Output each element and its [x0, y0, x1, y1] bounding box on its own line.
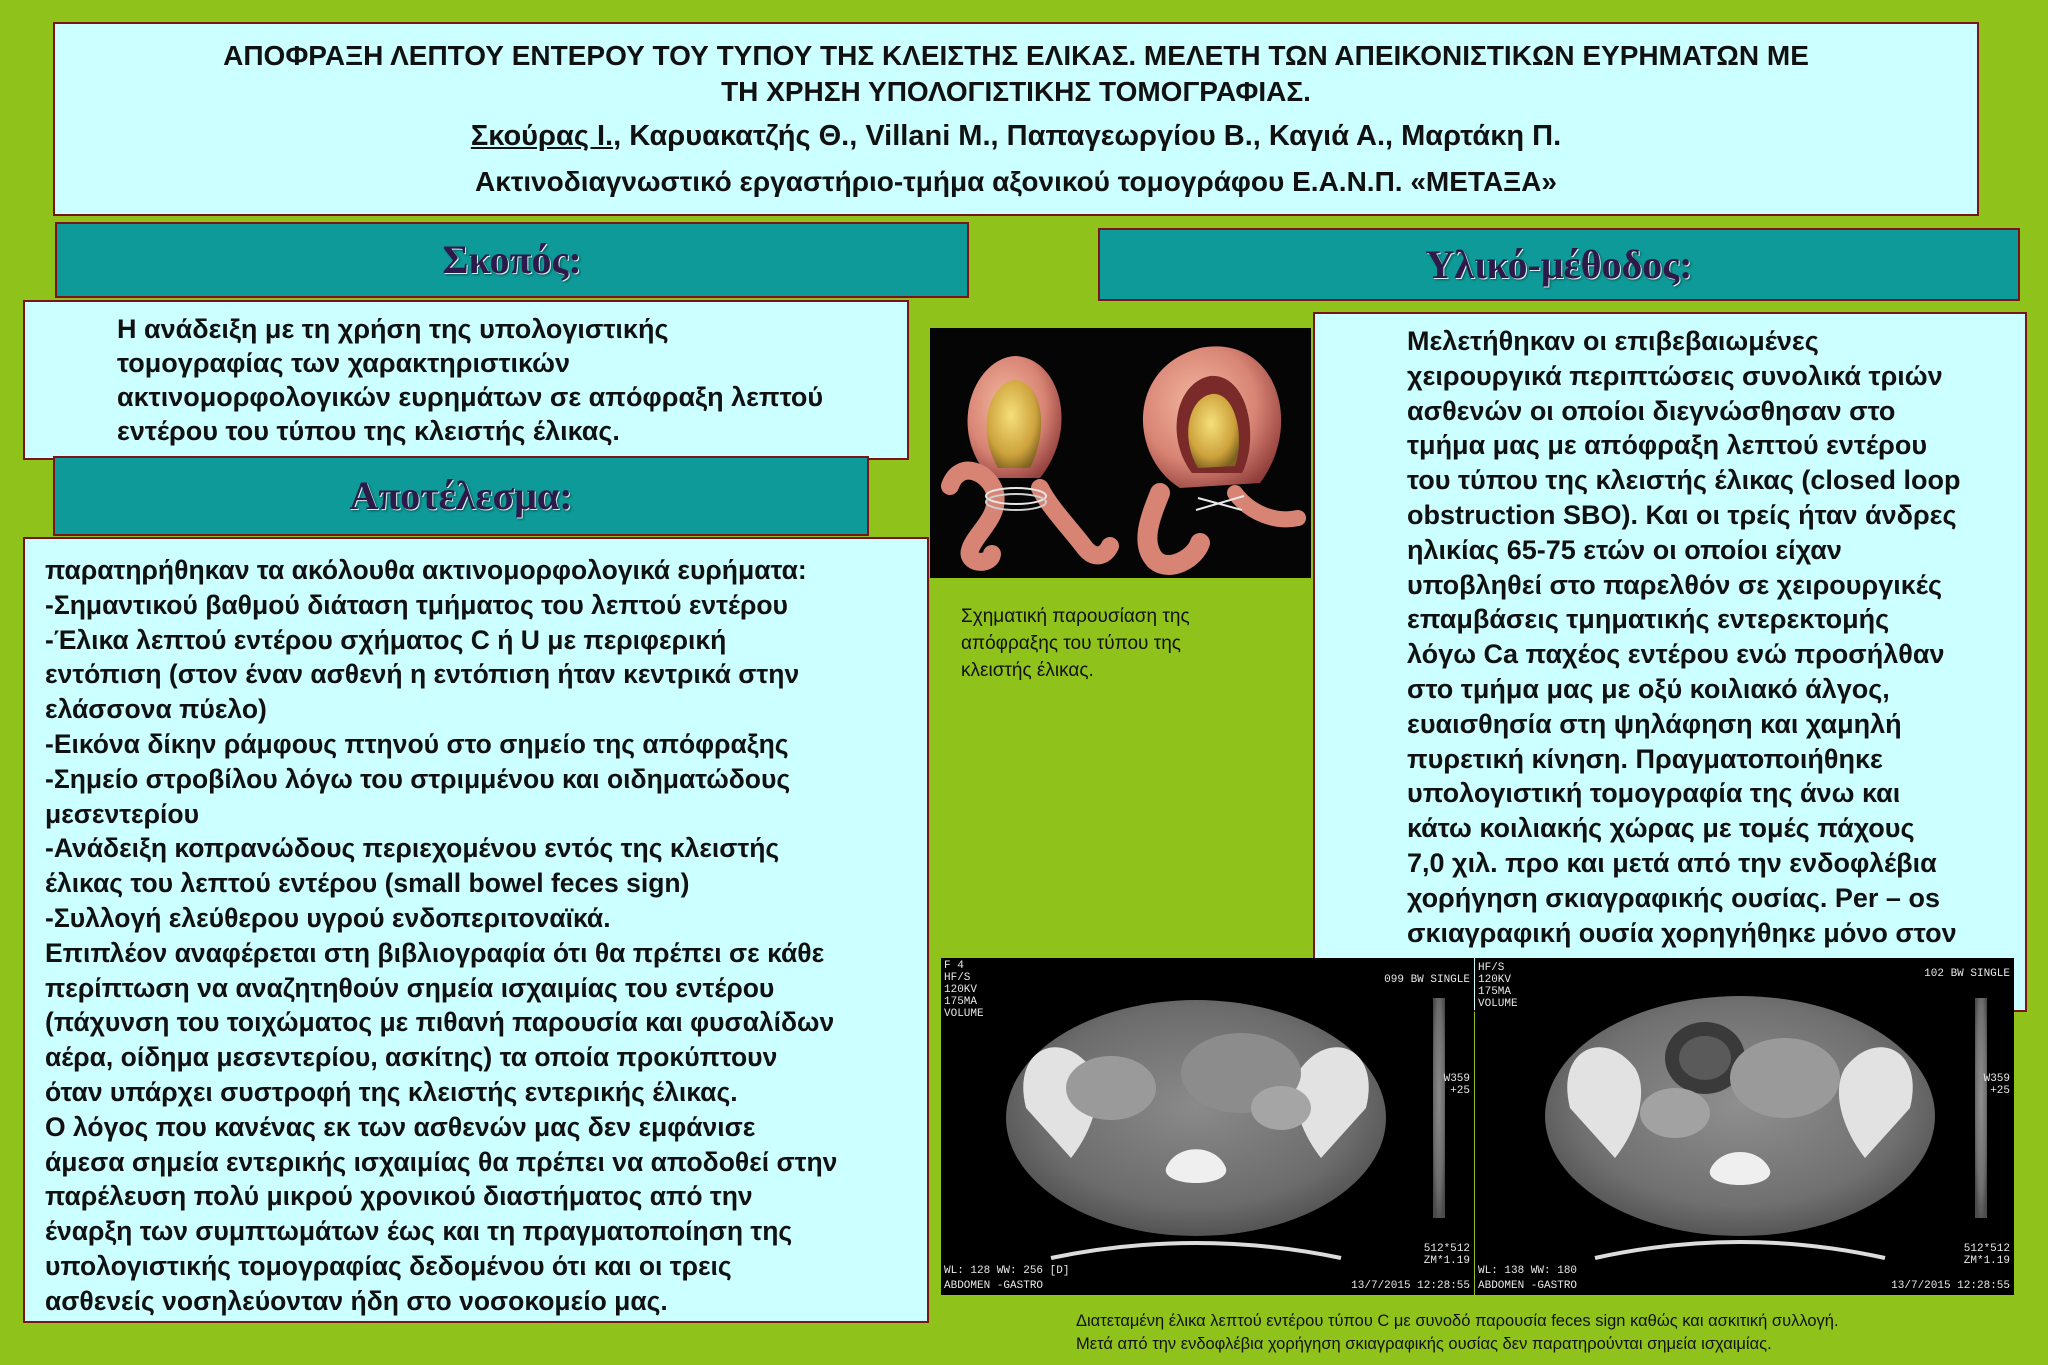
ct-label: ZM*1.19 [1423, 1255, 1470, 1267]
authors [55, 118, 1977, 154]
ct-right-scan-params [1478, 962, 1518, 1010]
ct-right-window [1984, 1073, 2010, 1097]
ct-right-date: 13/7/2015 12:28:55 [1891, 1280, 2010, 1292]
ct-label: VOLUME [944, 1008, 984, 1020]
methods-line: υπολογιστική τομογραφία της άνω και [1407, 778, 1901, 809]
methods-line: χορήγηση σκιαγραφικής ουσίας. Per – os [1407, 882, 1940, 913]
bowel-loop-drawing [930, 328, 1311, 578]
results-heading [53, 456, 869, 536]
ct-label: 512*512 [1963, 1243, 2010, 1255]
illustration-caption [961, 603, 1261, 684]
ct-label: ZM*1.19 [1963, 1255, 2010, 1267]
methods-line: κάτω κοιλιακής χώρας με τομές πάχους [1407, 813, 1915, 844]
results-line: παρατηρήθηκαν τα ακόλουθα ακτινομορφολογικά ευρήματα: [45, 555, 807, 585]
aim-heading-text: Σκοπός: [442, 237, 582, 282]
methods-line: 7,0 χιλ. προ και μετά από την ενδοφλέβια [1407, 847, 1937, 878]
ct-label: +25 [1990, 1085, 2010, 1097]
ct-caption-line: Διατεταμένη έλικα λεπτού εντέρου τύπου C με συνοδό παρουσία feces sign καθώς και ασκιτική συλλογή. [1076, 1312, 1839, 1330]
results-line: αέρα, οίδημα μεσεντερίου, ασκίτης) τα οποία προκύπτουν [45, 1042, 778, 1073]
results-line: ελάσσονα πύελο) [45, 694, 267, 725]
illustration-caption-line: Σχηματική παρουσίαση της [961, 606, 1190, 627]
poster-title-line-1: ΑΠΟΦΡΑΞΗ ΛΕΠΤΟΥ ΕΝΤΕΡΟΥ ΤΟΥ ΤΥΠΟΥ ΤΗΣ ΚΛΕΙΣΤΗΣ ΕΛΙΚΑΣ. ΜΕΛΕΤΗ ΤΩΝ ΑΠΕΙΚΟΝΙΣΤΙΚΩΝ ΕΥΡΗΜΑΤΩΝ ΜΕ [223, 40, 1809, 71]
results-line: -Σημείο στροβίλου λόγω του στριμμένου και οιδηματώδους [45, 763, 791, 794]
title-box [53, 22, 1979, 216]
ct-left-matrix [1424, 1243, 1470, 1267]
results-line: περίπτωση να αναζητηθούν σημεία ισχαιμίας του εντέρου [45, 972, 775, 1003]
methods-line: υποβληθεί στο παρελθόν σε χειρουργικές [1407, 569, 1943, 600]
results-line: παρέλευση πολύ μικρού χρονικού διαστήματος από την [45, 1181, 753, 1212]
ct-scan-left [941, 958, 1474, 1295]
ct-left-footer: ABDOMEN -GASTRO [944, 1280, 1044, 1292]
poster-title-line-2: ΤΗ ΧΡΗΣΗ ΥΠΟΛΟΓΙΣΤΙΚΗΣ ΤΟΜΟΓΡΑΦΙΑΣ. [721, 76, 1311, 107]
methods-line: τμήμα μας με απόφραξη λεπτού εντέρου [1407, 430, 1928, 461]
methods-line: πυρετική κίνηση. Πραγματοποιήθηκε [1407, 743, 1883, 774]
ct-right-wl: WL: 138 WW: 180 [1478, 1265, 1578, 1277]
ct-label: F 4 [944, 960, 964, 972]
methods-line: στο τμήμα μας με οξύ κοιλιακό άλγος, [1407, 673, 1890, 704]
closed-loop-illustration [930, 328, 1311, 578]
methods-heading-text: Υλικό-μέθοδος: [1425, 242, 1693, 287]
methods-line: ηλικίας 65-75 ετών οι οποίοι είχαν [1407, 534, 1842, 565]
ct-left-window [1444, 1073, 1470, 1097]
results-line: ασθενείς νοσηλεύονταν ήδη στο νοσοκομείο μας. [45, 1285, 668, 1316]
methods-line: σκιαγραφική ουσία χορηγήθηκε μόνο στον [1407, 917, 1957, 948]
methods-line: επαμβάσεις τμηματικής εντερεκτομής [1407, 604, 1890, 635]
methods-line: ασθενών οι οποίοι διεγνώσθησαν στο [1407, 395, 1896, 426]
methods-line: λόγω Ca παχέος εντέρου ενώ προσήλθαν [1407, 639, 1945, 670]
ct-caption-line: Μετά από την ενδοφλέβια χορήγηση σκιαγραφικής ουσίας δεν παρατηρούνται σημεία ισχαιμίας. [1076, 1335, 1772, 1353]
aim-heading [55, 222, 969, 298]
results-line: έλικας του λεπτού εντέρου (small bowel feces sign) [45, 868, 690, 899]
ct-label: 175MA [1478, 986, 1512, 998]
aim-line: Η ανάδειξη με τη χρήση της υπολογιστικής [117, 314, 669, 344]
ct-left-series: 099 BW SINGLE [1384, 974, 1470, 986]
ct-right-matrix [1964, 1243, 2010, 1267]
results-box [23, 537, 929, 1323]
results-line: -Εικόνα δίκην ράμφους πτηνού στο σημείο της απόφραξης [45, 728, 789, 759]
aim-line: ακτινομορφολογικών ευρημάτων σε απόφραξη λεπτού [117, 382, 824, 412]
ct-label: 120KV [944, 984, 978, 996]
other-authors: , Καρυακατζής Θ., Villani Μ., Παπαγεωργίου Β., Καγιά Α., Μαρτάκη Π. [613, 120, 1562, 152]
aim-box [23, 300, 909, 460]
methods-line: Μελετήθηκαν οι επιβεβαιωμένες [1407, 326, 1819, 356]
illustration-caption-line: απόφραξης του τύπου της [961, 633, 1181, 654]
results-line: (πάχυνση του τοιχώματος με πιθανή παρουσία και φυσαλίδων [45, 1007, 835, 1038]
ct-label: 120KV [1478, 974, 1512, 986]
ct-label: VOLUME [1478, 998, 1518, 1010]
ct-label: 512*512 [1423, 1243, 1470, 1255]
results-line: υπολογιστικής τομογραφίας δεδομένου ότι και οι τρεις [45, 1250, 732, 1281]
ct-label: HF/S [944, 972, 971, 984]
results-line: άμεσα σημεία εντερικής ισχαιμίας θα πρέπει να αποδοθεί στην [45, 1146, 838, 1177]
ct-label: W359 [1983, 1073, 2010, 1085]
results-line: εντόπιση (στον έναν ασθενή η εντόπιση ήταν κεντρικά στην [45, 659, 800, 690]
results-line: -Σημαντικού βαθμού διάταση τμήματος του λεπτού εντέρου [45, 589, 788, 620]
results-line: όταν υπάρχει συστροφή της κλειστής εντερικής έλικας. [45, 1076, 738, 1107]
ct-left-scan-params [944, 960, 984, 1020]
results-line: Επιπλέον αναφέρεται στη βιβλιογραφία ότι θα πρέπει σε κάθε [45, 937, 825, 968]
results-line: μεσεντερίου [45, 798, 200, 829]
methods-line: ευαισθησία στη ψηλάφηση και χαμηλή [1407, 708, 1902, 739]
ct-caption [1076, 1310, 2036, 1356]
ct-scan-right [1475, 958, 2014, 1295]
methods-heading [1098, 228, 2020, 301]
methods-line: obstruction SBO). Και οι τρείς ήταν άνδρες [1407, 499, 1957, 530]
methods-box [1313, 312, 2027, 1012]
results-line: έναρξη των συμπτωμάτων έως και τη πραγματοποίηση της [45, 1216, 793, 1247]
institution: Ακτινοδιαγνωστικό εργαστήριο-τμήμα αξονικού τομογράφου Ε.Α.Ν.Π. «ΜΕΤΑΞΑ» [475, 166, 1557, 197]
results-line: -Έλικα λεπτού εντέρου σχήματος C ή U με περιφερική [45, 624, 727, 655]
illustration-caption-line: κλειστής έλικας. [961, 660, 1094, 681]
ct-left-wl: WL: 128 WW: 256 [D] [944, 1265, 1070, 1277]
results-line: -Συλλογή ελεύθερου υγρού ενδοπεριτοναϊκά. [45, 902, 611, 933]
first-author: Σκούρας Ι. [470, 120, 614, 152]
methods-line: χειρουργικά περιπτώσεις συνολικά τριών [1407, 360, 1943, 391]
ct-label: W359 [1443, 1073, 1470, 1085]
aim-line: εντέρου του τύπου της κλειστής έλικας. [117, 416, 620, 446]
ct-right-series: 102 BW SINGLE [1924, 968, 2010, 980]
results-line: -Ανάδειξη κοπρανώδους περιεχομένου εντός της κλειστής [45, 833, 780, 864]
ct-label: 175MA [944, 996, 978, 1008]
ct-label: +25 [1450, 1085, 1470, 1097]
methods-line: του τύπου της κλειστής έλικας (closed loop [1407, 465, 1961, 496]
aim-line: τομογραφίας των χαρακτηριστικών [117, 348, 570, 378]
ct-pelvis-image [941, 958, 1474, 1295]
ct-right-footer: ABDOMEN -GASTRO [1478, 1280, 1578, 1292]
results-heading-text: Αποτέλεσμα: [349, 473, 573, 518]
ct-label: HF/S [1478, 962, 1505, 974]
ct-pelvis-image [1475, 958, 2014, 1295]
ct-left-date: 13/7/2015 12:28:55 [1351, 1280, 1470, 1292]
results-line: Ο λόγος που κανένας εκ των ασθενών μας δεν εμφάνισε [45, 1111, 756, 1142]
